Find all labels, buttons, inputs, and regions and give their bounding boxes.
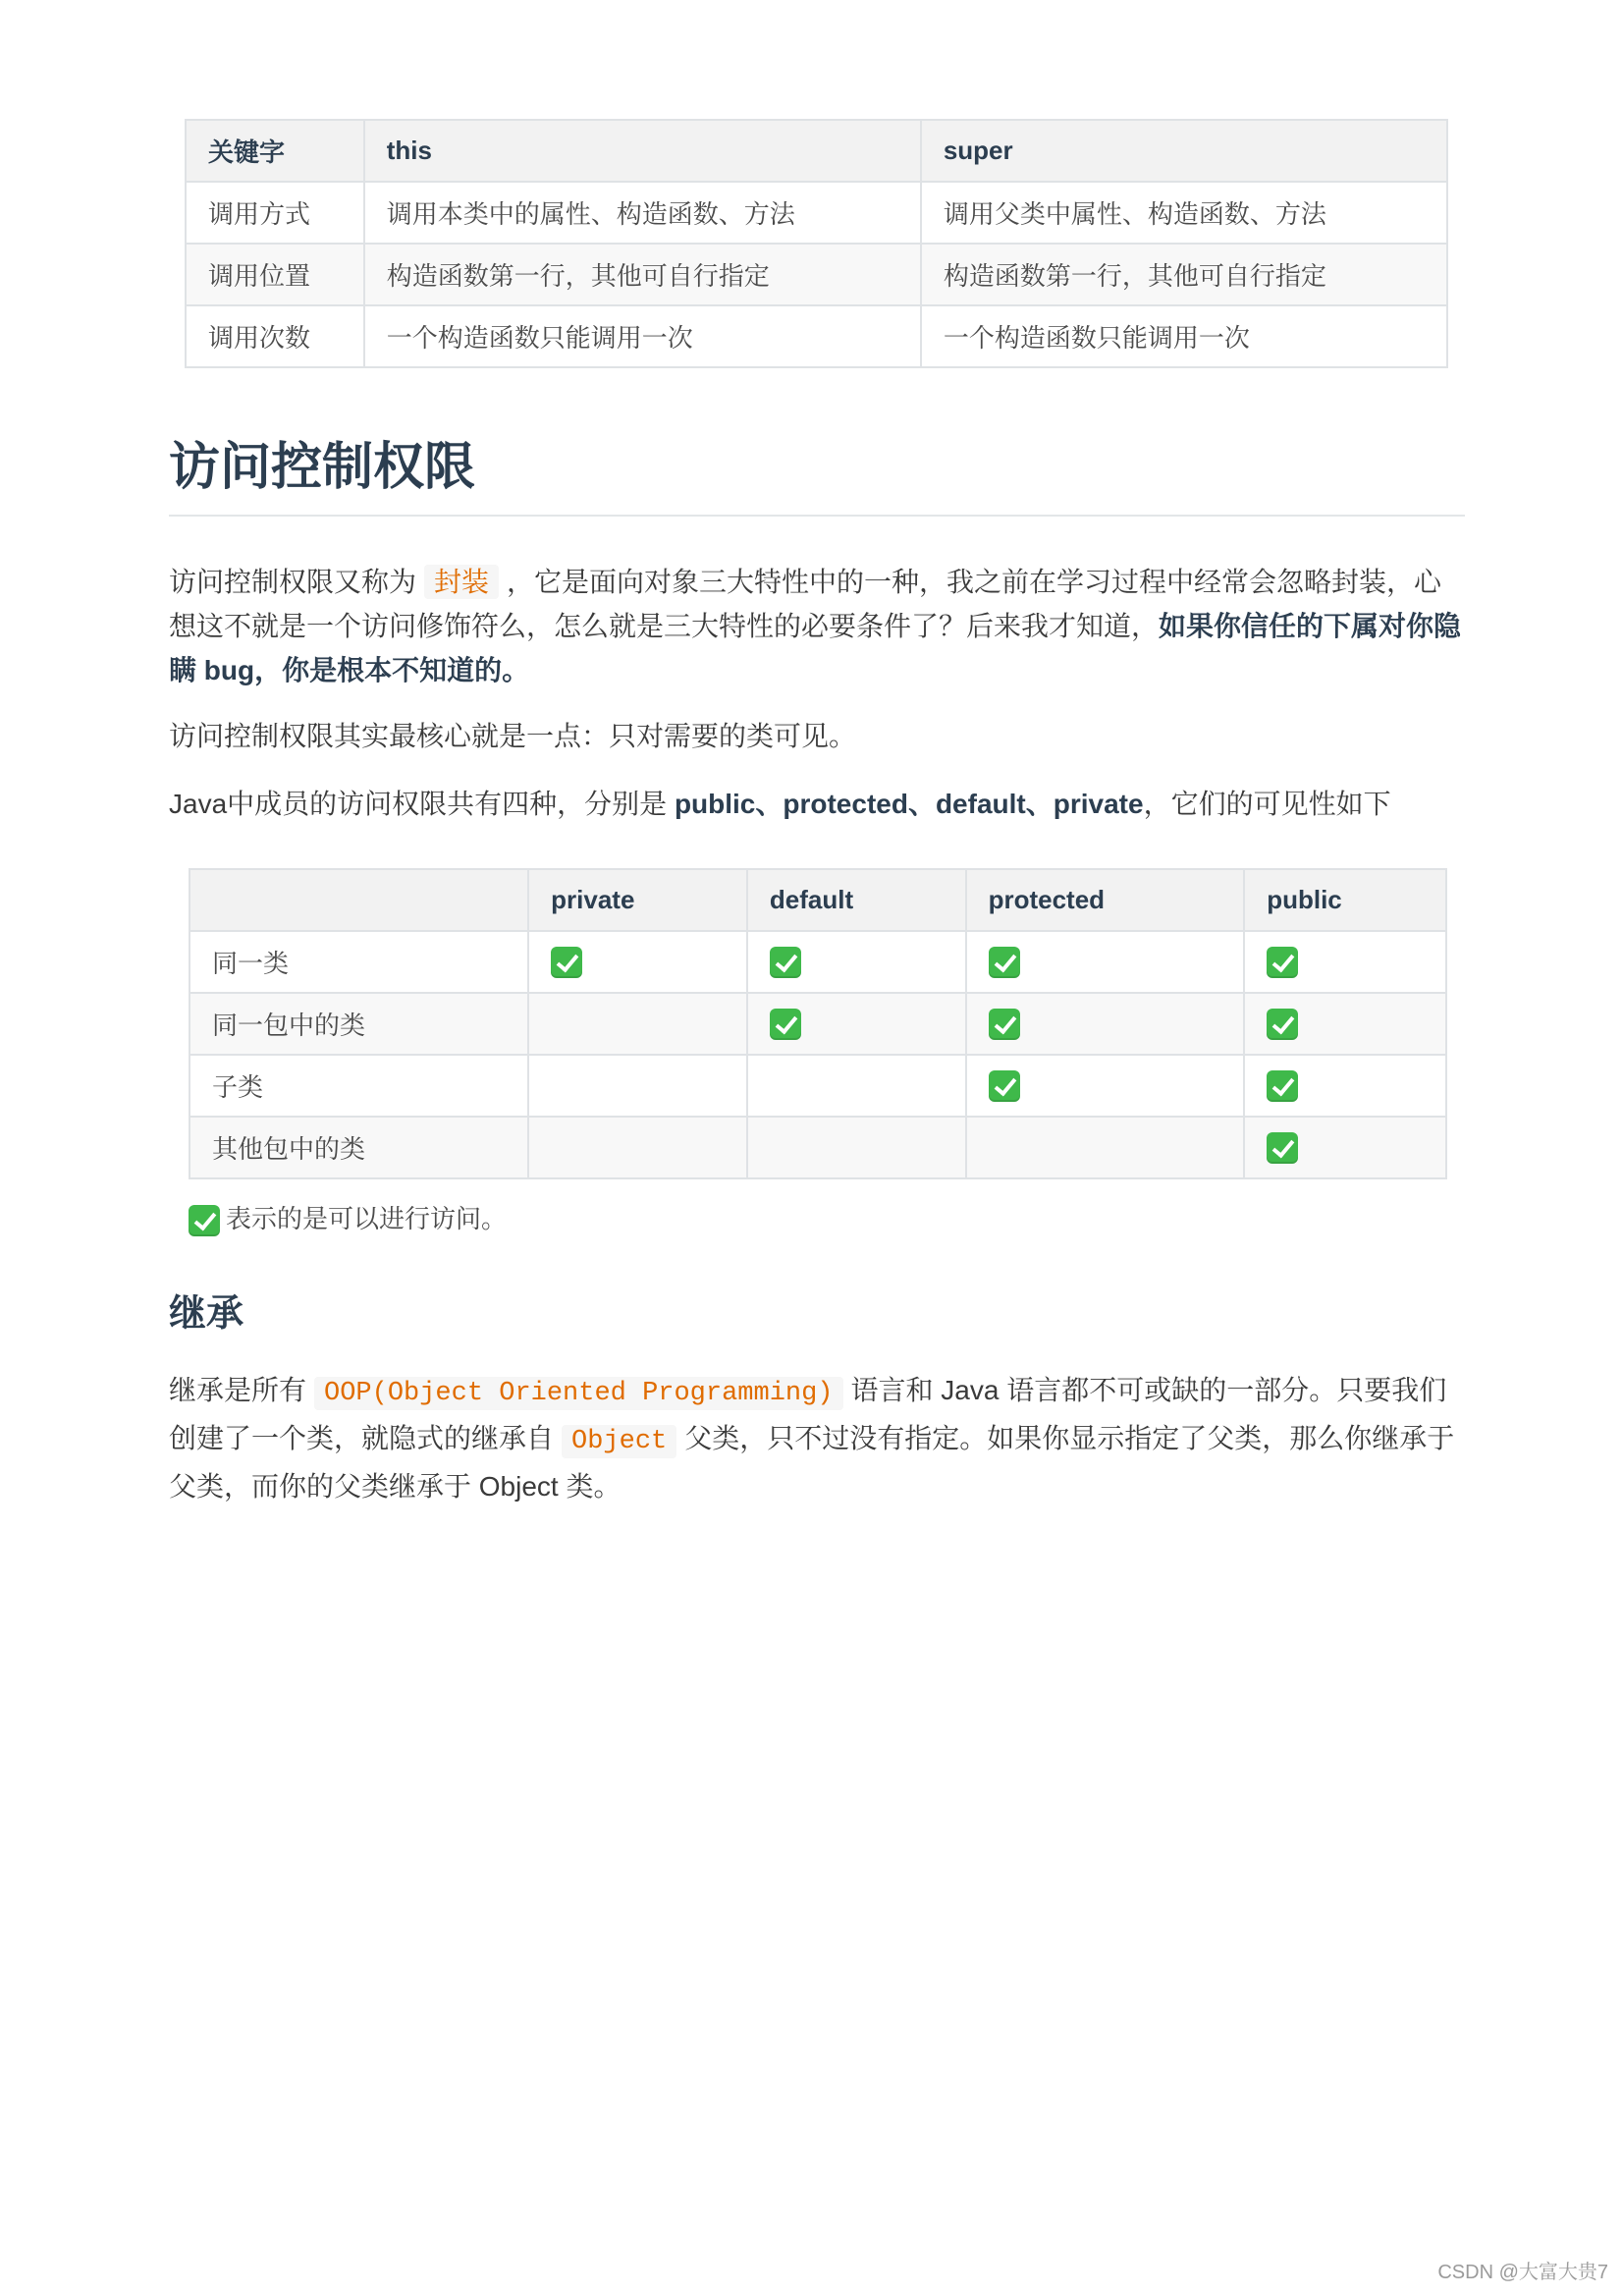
bold-emphasis: public、protected、default、private (674, 789, 1144, 819)
check-mark-icon (1267, 947, 1298, 978)
row-label: 同一类 (189, 931, 528, 993)
access-cell (528, 1117, 747, 1178)
table-header-cell (189, 869, 528, 931)
paragraph-text: 父类，只不过没有指定。如果你显示指定了父类，那么你继承于父类，而你的父类继承于 Object 类。 (169, 1423, 1455, 1502)
check-mark-icon (1267, 1132, 1298, 1164)
table-cell: 调用本类中的属性、构造函数、方法 (364, 182, 921, 244)
table-row (189, 931, 1446, 993)
watermark: CSDN @大富大贵7 (1437, 2262, 1608, 2283)
table-row (189, 1117, 1446, 1178)
table-row (186, 182, 1447, 244)
table-header-cell: protected (966, 869, 1245, 931)
row-label: 子类 (189, 1055, 528, 1117)
inline-code: Object (562, 1425, 676, 1458)
paragraph-text: 语言和 Java 语言都不可或缺的一部分。只要我们创建了一个类，就隐式的继承自 (169, 1375, 1447, 1453)
access-cell (747, 993, 966, 1055)
this-super-comparison-table (185, 119, 1448, 368)
table-row (189, 1055, 1446, 1117)
row-label: 同一包中的类 (189, 993, 528, 1055)
access-cell (747, 1055, 966, 1117)
paragraph-text: 访问控制权限又称为 (169, 567, 417, 597)
check-mark-icon (551, 947, 582, 978)
access-cell (747, 1117, 966, 1178)
bold-emphasis: 如果你信任的下属对你隐瞒 bug，你是根本不知道的。 (169, 611, 1462, 685)
paragraph-text: Java中成员的访问权限共有四种，分别是 (169, 789, 675, 819)
paragraph-text: 继承是所有 (169, 1375, 307, 1405)
table-header-cell: this (364, 120, 921, 182)
access-cell (966, 993, 1245, 1055)
subsection-heading: 继承 (169, 1293, 244, 1335)
access-cell (966, 931, 1245, 993)
paragraph-text: ，它是面向对象三大特性中的一种，我之前在学习过程中经常会忽略封装，心想这不就是一个访问修饰符么，怎么就是三大特性的必要条件了？后来我才知道， (169, 567, 1442, 641)
section-heading: 访问控制权限 (169, 432, 1465, 517)
check-mark-icon (1267, 1009, 1298, 1040)
table-row (186, 305, 1447, 367)
access-cell (1244, 1117, 1446, 1178)
table-header-cell: 关键字 (186, 120, 364, 182)
check-mark-icon (989, 1009, 1020, 1040)
legend-text: 表示的是可以进行访问。 (226, 1204, 508, 1233)
core-idea-paragraph: 访问控制权限其实最核心就是一点：只对需要的类可见。 (169, 721, 857, 751)
table-cell: 一个构造函数只能调用一次 (921, 305, 1447, 367)
table-row (186, 244, 1447, 305)
access-cell (528, 993, 747, 1055)
table-header-cell: super (921, 120, 1447, 182)
table-cell: 调用方式 (186, 182, 364, 244)
access-levels-paragraph (169, 782, 1465, 826)
table-cell: 调用位置 (186, 244, 364, 305)
access-cell (966, 1055, 1245, 1117)
check-mark-icon (989, 947, 1020, 978)
table-cell: 构造函数第一行，其他可自行指定 (921, 244, 1447, 305)
check-mark-icon (770, 947, 801, 978)
table-cell: 一个构造函数只能调用一次 (364, 305, 921, 367)
encapsulation-highlight: 封装 (424, 565, 499, 599)
check-mark-icon (1267, 1070, 1298, 1102)
row-label: 其他包中的类 (189, 1117, 528, 1178)
check-mark-icon (189, 1205, 220, 1236)
inheritance-paragraph (169, 1368, 1465, 1508)
table-header-row (189, 869, 1446, 931)
access-cell (528, 1055, 747, 1117)
access-cell (1244, 993, 1446, 1055)
access-cell (966, 1117, 1245, 1178)
table-cell: 构造函数第一行，其他可自行指定 (364, 244, 921, 305)
table-cell: 调用父类中属性、构造函数、方法 (921, 182, 1447, 244)
table-header-cell: default (747, 869, 966, 931)
inline-code: OOP(Object Oriented Programming) (314, 1377, 842, 1410)
paragraph-text: ，它们的可见性如下 (1143, 789, 1391, 819)
access-cell (747, 931, 966, 993)
access-cell (1244, 931, 1446, 993)
access-cell (1244, 1055, 1446, 1117)
check-mark-icon (770, 1009, 801, 1040)
table-row (189, 993, 1446, 1055)
table-header-cell: private (528, 869, 747, 931)
table-header-row (186, 120, 1447, 182)
table-header-cell: public (1244, 869, 1446, 931)
access-cell (528, 931, 747, 993)
access-modifier-table (189, 868, 1447, 1179)
legend-note (189, 1201, 507, 1236)
table-cell: 调用次数 (186, 305, 364, 367)
encapsulation-paragraph (169, 560, 1465, 692)
check-mark-icon (989, 1070, 1020, 1102)
access-table-body (189, 931, 1446, 1178)
